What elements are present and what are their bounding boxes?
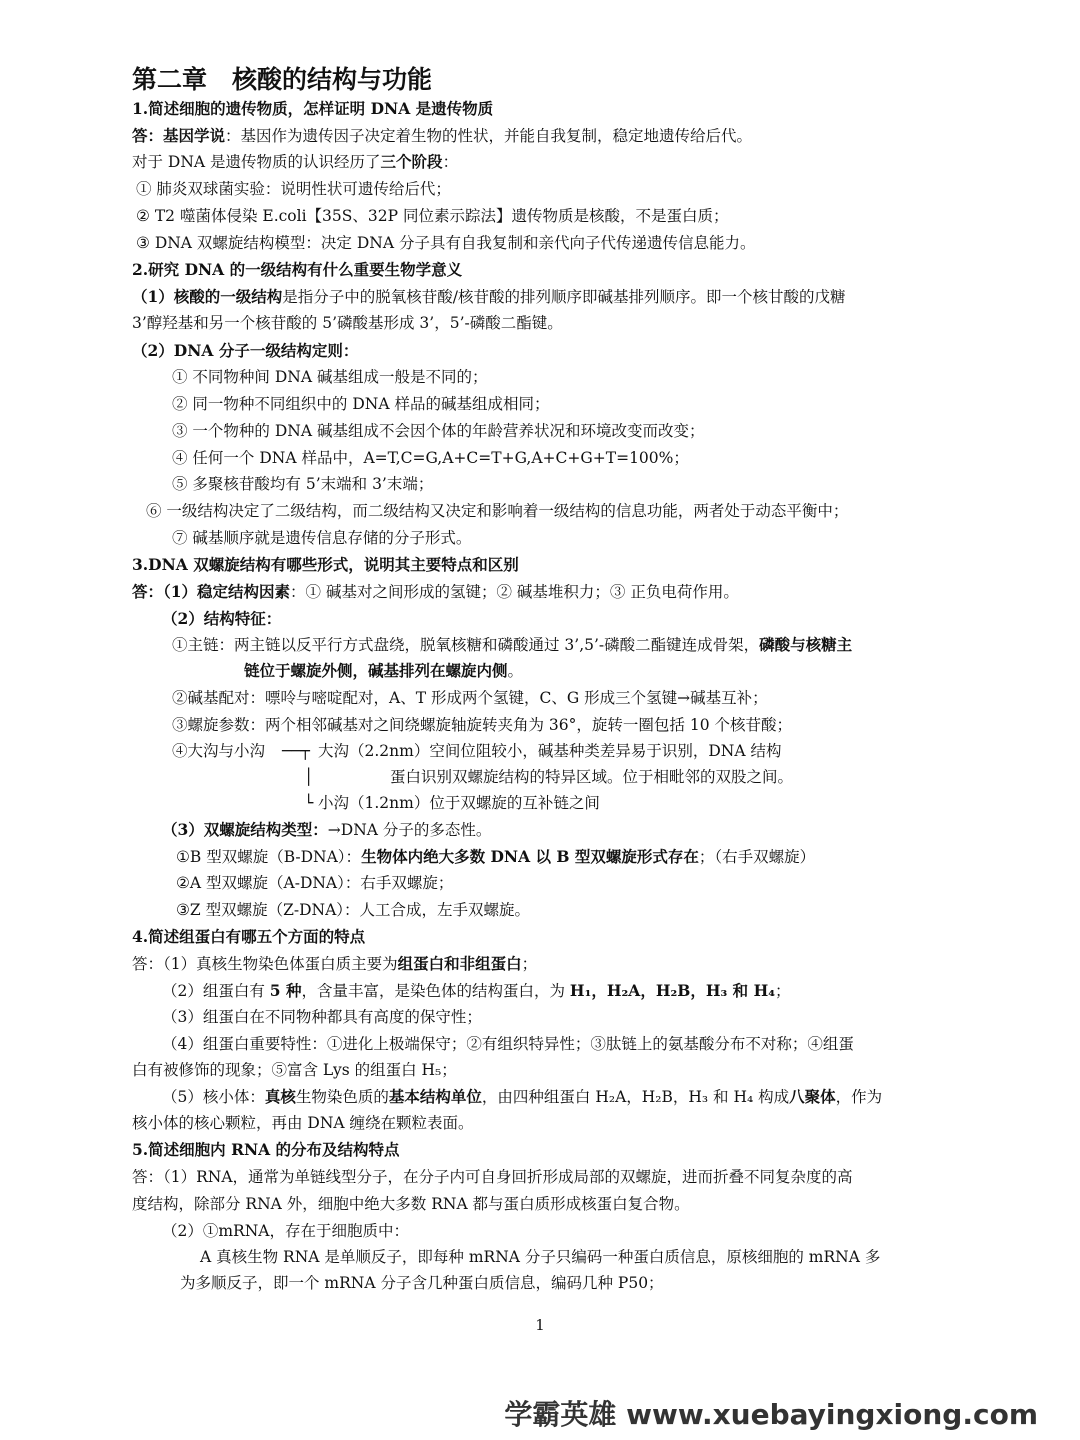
q2-rule: ② 同一物种不同组织中的 DNA 样品的碱基组成相同；	[172, 395, 550, 413]
q3-stability	[132, 581, 739, 603]
q3-features-label: （2）结构特征：	[162, 609, 282, 628]
q3-type-z: ③Z 型双螺旋（Z-DNA）：人工合成，左手双螺旋。	[176, 901, 531, 919]
q2-rule: ① 不同物种间 DNA 碱基组成一般是不同的；	[172, 368, 488, 386]
q4-a2-mid: ，含量丰富，是染色体的结构蛋白，为	[301, 982, 570, 1000]
q3-feature-2: ②碱基配对：嘌呤与嘧啶配对，A、T 形成两个氢键，C、G 形成三个氢键→碱基互补；	[172, 689, 768, 707]
q5-heading: 5.简述细胞内 RNA 的分布及结构特点	[132, 1140, 400, 1159]
q4-answer-5	[162, 1086, 882, 1108]
q2-p1-label: （1）核酸的一级结构	[132, 287, 283, 306]
q2-p1-text: 是指分子中的脱氧核苷酸/核苷酸的排列顺序即碱基排列顺序。即一个核甘酸的戊糖	[282, 288, 846, 306]
q1-item: ② T2 噬菌体侵染 E.coli【35S、32P 同位素示踪法】遗传物质是核酸，不是蛋白质；	[136, 207, 729, 225]
q3-f1-text: ①主链：两主链以反平行方式盘绕，脱氧核糖和磷酸通过 3’,5’-磷酸二酯键连成骨架，	[172, 636, 760, 654]
q3-feature-1	[172, 634, 852, 656]
q4-answer-4: （4）组蛋白重要特性：①进化上极端保守；②有组织特异性；③肽链上的氨基酸分布不对称；④组蛋	[162, 1035, 854, 1053]
q3-type-b-label: ①B 型双螺旋（B-DNA）：	[176, 848, 362, 866]
q2-rule: ⑥ 一级结构决定了二级结构，而二级结构又决定和影响着一级结构的信息功能，两者处于动态平衡中；	[146, 502, 849, 520]
q4-a2-histones: H₁，H₂A，H₂B，H₃ 和 H₄	[569, 981, 776, 1000]
q3-f1-cont-bold: 链位于螺旋外侧，碱基排列在螺旋内侧	[244, 661, 508, 680]
q1-item: ① 肺炎双球菌实验：说明性状可遗传给后代；	[136, 180, 451, 198]
watermark: 学霸英雄 www.xuebayingxiong.com	[504, 1398, 1038, 1431]
bracket-line-bottom: └	[304, 794, 314, 812]
q2-rule: ⑤ 多聚核苷酸均有 5’末端和 3’末端；	[172, 475, 434, 493]
q1-intro-c: ：	[442, 153, 459, 171]
q2-rule: ③ 一个物种的 DNA 碱基组成不会因个体的年龄营养状况和环境改变而改变；	[172, 422, 705, 440]
q3-types-text: →DNA 分子的多态性。	[327, 821, 492, 839]
page-number: 1	[535, 1316, 545, 1334]
q4-a5-bold-2: 基本结构单位	[388, 1087, 482, 1106]
q4-a5-text-2: ，由四种组蛋白 H₂A，H₂B，H₃ 和 H₄ 构成	[481, 1088, 790, 1106]
q5-answer-2-para-cont: 为多顺反子，即一个 mRNA 分子含几种蛋白质信息，编码几种 P50；	[180, 1274, 664, 1292]
q5-answer-1-cont: 度结构，除部分 RNA 外，细胞中绝大多数 RNA 都与蛋白质形成核蛋白复合物。	[132, 1195, 690, 1213]
q3-feature-4-label: ④大沟与小沟	[172, 742, 266, 760]
q4-a2-text: （2）组蛋白有	[162, 982, 270, 1000]
q4-answer-1	[132, 953, 537, 975]
q4-a1-bold: 组蛋白和非组蛋白	[397, 954, 522, 973]
q4-a5-label: （5）核小体：	[162, 1088, 265, 1106]
q4-a5-bold-3: 八聚体	[789, 1087, 836, 1106]
q3-stability-text: ：① 碱基对之间形成的氢键；② 碱基堆积力；③ 正负电荷作用。	[290, 583, 739, 601]
q5-answer-1: 答：（1）RNA，通常为单链线型分子，在分子内可自身回折形成局部的双螺旋，进而折叠不同复杂度的高	[132, 1168, 853, 1186]
q3-type-b-bold: 生物体内绝大多数 DNA 以 B 型双螺旋形式存在	[361, 847, 699, 866]
q3-feature-4-major-cont: 蛋白识别双螺旋结构的特异区域。位于相毗邻的双股之间。	[390, 768, 794, 786]
q2-p1	[132, 286, 846, 308]
q5-answer-2-para: A 真核生物 RNA 是单顺反子，即每种 mRNA 分子只编码一种蛋白质信息，原核细胞的 mRNA 多	[200, 1248, 881, 1266]
q4-a1-text: 答：（1）真核生物染色体蛋白质主要为	[132, 955, 398, 973]
q3-type-b	[176, 846, 815, 868]
q1-item: ③ DNA 双螺旋结构模型：决定 DNA 分子具有自我复制和亲代向子代传递遗传信息能力。	[136, 234, 756, 252]
q3-feature-4-major: 大沟（2.2nm）空间位阻较小，碱基种类差异易于识别，DNA 结构	[318, 742, 782, 760]
q1-intro-bold: 三个阶段	[380, 152, 443, 171]
q4-a1-end: ；	[521, 955, 538, 973]
q4-a2-end: ；	[775, 982, 791, 1000]
q3-f1-end: 。	[507, 662, 524, 680]
q3-heading: 3.DNA 双螺旋结构有哪些形式，说明其主要特点和区别	[132, 555, 519, 574]
q4-answer-3: （3）组蛋白在不同物种都具有高度的保守性；	[162, 1008, 482, 1026]
q1-heading: 1.简述细胞的遗传物质，怎样证明 DNA 是遗传物质	[132, 99, 494, 118]
q3-types-label: （3）双螺旋结构类型：	[162, 820, 328, 839]
q2-p1-cont: 3’醇羟基和另一个核苷酸的 5’磷酸基形成 3’，5’-磷酸二酯键。	[132, 314, 563, 332]
q4-answer-5-cont: 核小体的核心颗粒，再由 DNA 缠绕在颗粒表面。	[132, 1114, 474, 1132]
q3-stability-label: 答：（1）稳定结构因素	[132, 582, 291, 601]
q3-types	[162, 819, 491, 841]
q3-type-b-note: ；（右手双螺旋）	[698, 848, 816, 866]
q4-a5-end: ，作为	[835, 1088, 883, 1106]
q1-intro-a: 对于 DNA 是遗传物质的认识经历了	[132, 153, 381, 171]
q3-feature-3: ③螺旋参数：两个相邻碱基对之间绕螺旋轴旋转夹角为 36°，旋转一圈包括 10 个核苷酸；	[172, 716, 792, 734]
q1-answer-label: 答：基因学说	[132, 126, 226, 145]
q3-feature-1-cont	[244, 660, 523, 682]
q4-answer-2	[162, 980, 791, 1002]
q4-heading: 4.简述组蛋白有哪五个方面的特点	[132, 927, 366, 946]
q1-answer-text: ：基因作为遗传因子决定着生物的性状，并能自我复制，稳定地遗传给后代。	[225, 127, 753, 145]
q3-type-a: ②A 型双螺旋（A-DNA）：右手双螺旋；	[176, 874, 454, 892]
q1-intro	[132, 151, 458, 173]
chapter-title: 第二章 核酸的结构与功能	[132, 65, 433, 94]
q2-rule: ④ 任何一个 DNA 样品中，A=T,C=G,A+C=T+G,A+C+G+T=100%；	[172, 449, 689, 467]
q2-heading: 2.研究 DNA 的一级结构有什么重要生物学意义	[132, 260, 463, 279]
q4-a5-text-1: 生物染色质的	[295, 1088, 389, 1106]
bracket-line-top: ──┬	[282, 742, 310, 760]
q1-answer	[132, 125, 752, 147]
q5-answer-2: （2）①mRNA，存在于细胞质中：	[162, 1222, 409, 1240]
q2-rule: ⑦ 碱基顺序就是遗传信息存储的分子形式。	[172, 529, 472, 547]
q3-feature-4-minor: 小沟（1.2nm）位于双螺旋的互补链之间	[318, 794, 600, 812]
q2-p2-label: （2）DNA 分子一级结构定则：	[132, 341, 359, 360]
bracket-line-mid: │	[304, 768, 314, 786]
q3-f1-bold: 磷酸与核糖主	[759, 635, 853, 654]
q4-a5-bold-1: 真核	[264, 1087, 296, 1106]
q4-a2-bold: 5 种	[269, 981, 302, 1000]
q4-answer-4-cont: 白有被修饰的现象；⑤富含 Lys 的组蛋白 H₅；	[132, 1061, 457, 1079]
